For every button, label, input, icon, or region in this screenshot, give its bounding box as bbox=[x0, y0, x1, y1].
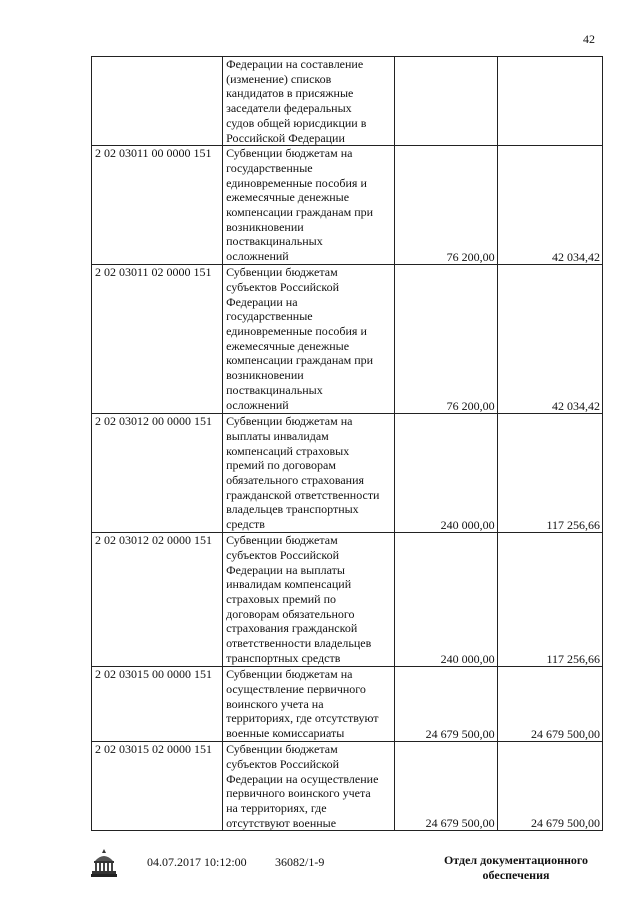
budget-code-cell bbox=[92, 57, 223, 146]
description-line: компенсации гражданам при bbox=[226, 205, 374, 220]
description-line: гражданской ответственности bbox=[226, 487, 380, 502]
page-number: 42 bbox=[583, 32, 595, 46]
description-line: военные комиссариаты bbox=[226, 726, 345, 741]
description-line: осуществление первичного bbox=[226, 681, 366, 696]
description-line: территориях, где отсутствуют bbox=[226, 711, 379, 726]
footer-department bbox=[442, 853, 590, 883]
description-line: поствакцинальных bbox=[226, 234, 323, 249]
description-line: Субвенции бюджетам bbox=[226, 533, 338, 548]
description-cell bbox=[223, 146, 395, 265]
description-cell bbox=[223, 533, 395, 667]
description-line: государственные bbox=[226, 160, 313, 175]
table-row bbox=[92, 57, 603, 146]
description-line: ежемесячные денежные bbox=[226, 190, 350, 205]
description-line: возникновении bbox=[226, 368, 304, 383]
description-line: премий по договорам bbox=[226, 458, 336, 473]
description-line: государственные bbox=[226, 309, 313, 324]
description-line: возникновении bbox=[226, 219, 304, 234]
budget-code-cell: 2 02 03015 00 0000 151 bbox=[92, 667, 223, 742]
description-line: договорам обязательного bbox=[226, 606, 355, 621]
budget-code-cell: 2 02 03015 02 0000 151 bbox=[92, 742, 223, 831]
description-cell bbox=[223, 57, 395, 146]
description-line: кандидатов в присяжные bbox=[226, 86, 354, 101]
description-line: субъектов Российской bbox=[226, 756, 340, 771]
description-line: компенсаций страховых bbox=[226, 443, 350, 458]
description-line: субъектов Российской bbox=[226, 547, 340, 562]
budget-code-cell: 2 02 03011 02 0000 151 bbox=[92, 265, 223, 414]
description-line: на территориях, где bbox=[226, 801, 327, 816]
description-line: страхования гражданской bbox=[226, 621, 358, 636]
description-line: заседатели федеральных bbox=[226, 101, 352, 116]
budget-table bbox=[91, 56, 603, 831]
description-line: транспортных средств bbox=[226, 650, 341, 665]
description-cell bbox=[223, 265, 395, 414]
description-cell bbox=[223, 667, 395, 742]
planned-amount-cell: 240 000,00 bbox=[395, 414, 497, 533]
planned-amount-cell: 24 679 500,00 bbox=[395, 742, 497, 831]
description-line: инвалидам компенсаций bbox=[226, 577, 352, 592]
description-line: Федерации на составление bbox=[226, 57, 364, 71]
planned-amount-cell: 240 000,00 bbox=[395, 533, 497, 667]
budget-code-cell: 2 02 03012 02 0000 151 bbox=[92, 533, 223, 667]
department-line-1: Отдел документационного bbox=[443, 853, 589, 867]
description-line: субъектов Российской bbox=[226, 279, 340, 294]
table-row bbox=[92, 146, 603, 265]
description-line: компенсации гражданам при bbox=[226, 353, 374, 368]
department-line-2: обеспечения bbox=[482, 868, 550, 882]
budget-code-cell: 2 02 03012 00 0000 151 bbox=[92, 414, 223, 533]
description-line: поствакцинальных bbox=[226, 382, 323, 397]
executed-amount-cell: 24 679 500,00 bbox=[497, 667, 602, 742]
description-line: Субвенции бюджетам bbox=[226, 265, 338, 280]
description-line: (изменение) списков bbox=[226, 71, 332, 86]
table-row bbox=[92, 742, 603, 831]
description-line: единовременные пособия и bbox=[226, 175, 367, 190]
description-line: Российской Федерации bbox=[226, 130, 345, 145]
description-line: Субвенции бюджетам на bbox=[226, 146, 353, 161]
description-line: осложнений bbox=[226, 397, 289, 412]
table-row bbox=[92, 414, 603, 533]
planned-amount-cell: 76 200,00 bbox=[395, 265, 497, 414]
table-row bbox=[92, 667, 603, 742]
description-cell bbox=[223, 414, 395, 533]
description-line: ежемесячные денежные bbox=[226, 338, 350, 353]
description-line: Субвенции бюджетам bbox=[226, 742, 338, 757]
description-line: единовременные пособия и bbox=[226, 324, 367, 339]
executed-amount-cell: 42 034,42 bbox=[497, 146, 602, 265]
executed-amount-cell: 42 034,42 bbox=[497, 265, 602, 414]
description-line: Федерации на выплаты bbox=[226, 562, 345, 577]
description-line: выплаты инвалидам bbox=[226, 428, 329, 443]
budget-code-cell: 2 02 03011 00 0000 151 bbox=[92, 146, 223, 265]
table-row bbox=[92, 533, 603, 667]
description-line: Субвенции бюджетам на bbox=[226, 667, 353, 682]
description-line: средств bbox=[226, 517, 265, 532]
duma-emblem-icon bbox=[89, 847, 119, 879]
description-line: страховых премий по bbox=[226, 592, 337, 607]
description-line: Субвенции бюджетам на bbox=[226, 414, 353, 429]
executed-amount-cell bbox=[497, 57, 602, 146]
footer-doc-number: 36082/1-9 bbox=[275, 855, 325, 869]
executed-amount-cell: 24 679 500,00 bbox=[497, 742, 602, 831]
footer-datetime: 04.07.2017 10:12:00 bbox=[147, 855, 247, 869]
description-line: Федерации на осуществление bbox=[226, 771, 379, 786]
description-line: обязательного страхования bbox=[226, 473, 365, 488]
description-line: владельцев транспортных bbox=[226, 502, 359, 517]
description-line: Федерации на bbox=[226, 294, 298, 309]
planned-amount-cell bbox=[395, 57, 497, 146]
description-line: осложнений bbox=[226, 249, 289, 264]
description-line: судов общей юрисдикции в bbox=[226, 115, 367, 130]
description-line: ответственности владельцев bbox=[226, 636, 372, 651]
description-line: воинского учета на bbox=[226, 696, 324, 711]
planned-amount-cell: 24 679 500,00 bbox=[395, 667, 497, 742]
executed-amount-cell: 117 256,66 bbox=[497, 414, 602, 533]
executed-amount-cell: 117 256,66 bbox=[497, 533, 602, 667]
description-line: отсутствуют военные bbox=[226, 815, 337, 830]
description-cell bbox=[223, 742, 395, 831]
planned-amount-cell: 76 200,00 bbox=[395, 146, 497, 265]
table-row bbox=[92, 265, 603, 414]
description-line: первичного воинского учета bbox=[226, 786, 371, 801]
